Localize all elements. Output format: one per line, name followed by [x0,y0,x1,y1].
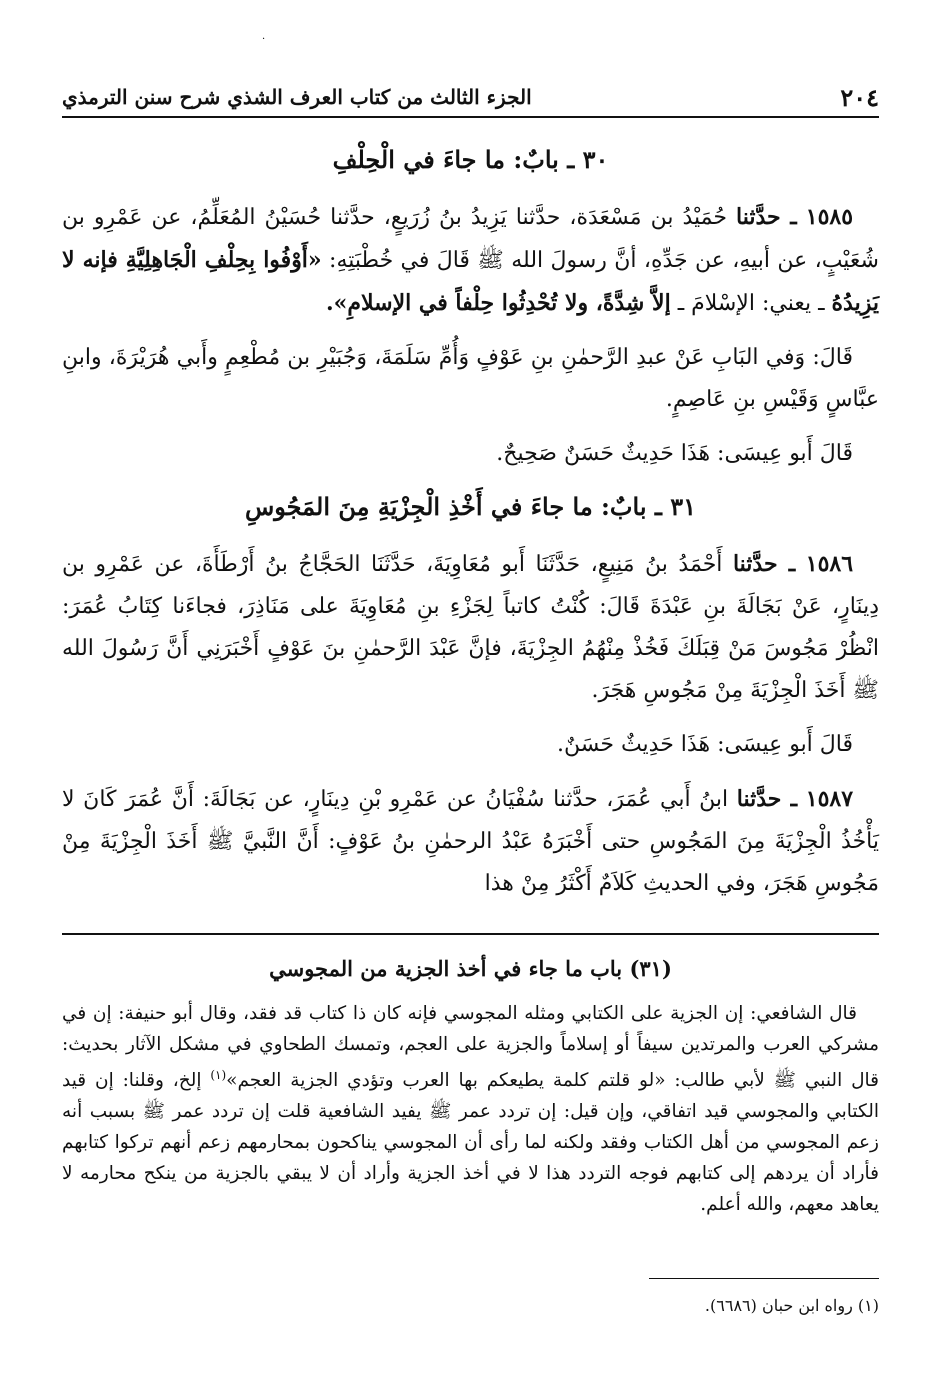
scan-speck: · [262,34,266,45]
hadith-number: ١٥٨٦ [805,551,854,577]
chapter-30-note: قَالَ: وَفي البَابِ عَنْ عبدِ الرَّحمٰنِ بنِ عَوْفٍ وَأُمِّ سَلَمَةَ، وَجُبَيْرِ بن مُطْعِمٍ وأَبي هُرَيْرَةَ، وابنِ عبَّاسٍ وَقَيْسِ بنِ عَاصِمٍ. [62,345,879,412]
hadith-number: ١٥٨٧ [805,786,854,812]
chapter-title-30: ٣٠ ـ بابٌ: ما جاءَ في الْحِلْفِ [332,145,609,174]
hadith-gloss: ـ يعني: الإسْلامَ ـ [677,291,825,316]
narrator-lead: حدَّثنا [735,204,781,230]
commentary-section [62,950,879,1220]
chapter-title-31: ٣١ ـ بابٌ: ما جاءَ في أَخْذِ الْجِزْيَةِ مِنَ المَجُوسِ [244,492,697,521]
hadith-text: حُمَيْدُ بن مَسْعَدَة، حدَّثنا يَزِيدُ بنُ زُرَيعٍ، حدَّثنا حُسَيْنُ المُعَلِّمُ، عن عَمْرِو بن شُعَيْبٍ، عن أبيهِ، عن جَدِّهِ، أنَّ رسولَ الله ﷺ قَالَ في خُطْبَتِهِ: [62,205,879,273]
hadith-1586: ١٥٨٦ ـ حدَّثنا أَحْمَدُ بنُ مَنِيعٍ، حَدَّثَنَا أَبو مُعَاوِيَةَ، حَدَّثَنَا الحَجَّاجُ بنُ أَرْطَأَةَ، عن عَمْرِو بن دِينَارٍ، عَنْ بَجَالَةَ بنِ عَبْدَةَ قَالَ: كُنْتُ كاتباً لِجَزْءِ بنِ مُعَاوِيَةَ على مَنَاذِرَ، فجاءَنا كِتَابُ عُمَرَ: انْظُرْ مَجُوسَ مَنْ قِبَلَكَ فَخُذْ مِنْهُمُ الجِزْيَةَ، فإنَّ عَبْدَ الرَّحمٰنِ بنَ عَوْفٍ أَخْبَرَنِي أَنَّ رَسُولَ الله ﷺ أَخَذَ الْجِزْيَةَ مِنْ مَجُوسِ هَجَرَ. [62,551,879,703]
hadith-text: أَحْمَدُ بنُ مَنِيعٍ، حَدَّثَنَا أَبو مُعَاوِيَةَ، حَدَّثَنَا الحَجَّاجُ بنُ أَرْطَأَةَ، عن عَمْرِو بن دِينَارٍ، عَنْ بَجَالَةَ بنِ عَبْدَةَ قَالَ: كُنْتُ كاتباً لِجَزْءِ بنِ مُعَاوِيَةَ على مَنَاذِرَ، فجاءَنا كِتَابُ عُمَرَ: انْظُرْ مَجُوسَ مَنْ قِبَلَكَ فَخُذْ مِنْهُمُ الجِزْيَةَ، فإنَّ عَبْدَ الرَّحمٰنِ بنَ عَوْفٍ أَخْبَرَنِي أَنَّ رَسُولَ الله ﷺ أَخَذَ الْجِزْيَةَ مِنْ مَجُوسِ هَجَرَ. [62,552,879,703]
main-text [62,140,879,917]
hadith-quote-end: إلاَّ شِدَّةً، ولا تُحْدِثُوا حِلْفاً في الإسلامِ». [326,290,671,316]
page-number: ٢٠٤ [840,82,879,112]
commentary-title: (٣١) باب ما جاء في أخذ الجزية من المجوسي [269,956,672,981]
hadith-number: ١٥٨٥ [805,204,854,230]
book-title: الجزء الثالث من كتاب العرف الشذي شرح سنن الترمذي [62,85,532,109]
chapter-31-grading: قَالَ أَبو عِيسَى: هَذَا حَدِيثٌ حَسَنٌ. [556,732,853,757]
chapter-30-grading: قَالَ أَبو عِيسَى: هَذَا حَدِيثٌ حَسَنٌ صَحِيحٌ. [496,441,853,466]
narrator-lead: حدَّثنا [736,786,782,812]
hadith-quote: «أَوْفُوا بِحِلْفِ الْجَاهِلِيَّةِ فإنه لا يَزِيدُهُ [62,247,879,316]
commentary-text-part1: قال الشافعي: إن الجزية على الكتابي ومثله المجوسي فإنه كان ذا كتاب قد فقد، وقال أبو حنيفة: إن في مشركي العرب والمرتدين سيفاً أو إسلاماً والجزية على العجم، وتمسك الطحاوي في مشكل الآثار بحديث: قال النبي ﷺ لأبي طالب: «لو قلتم كلمة يطيعكم بها العرب وتؤدي الجزية العجم» [62,1003,879,1092]
commentary-text [62,998,879,1220]
footnote-rule [649,1278,879,1279]
narrator-lead: حدَّثنا [732,551,778,577]
footnote-ref[interactable]: (١) [210,1068,227,1082]
footnote: (١) رواه ابن حبان (٦٦٨٦). [704,1296,879,1315]
commentary-text-part2: إلخ، وقلنا: إن قيد الكتابي والمجوسي قيد اتفاقي، وإن قيل: إن تردد عمر ﷺ يفيد الشافعية قلت إن تردد عمر ﷺ بسبب أنه زعم المجوسي من أهل الكتاب وفقد ولكنه لما رأى أن المجوسي يناكحون بمحارمهم زعم أنهم تركوا كتابهم فأراد أن يردهم إلى كتابهم فوجه التردد هذا لا في أخذ الجزية وأراد أن لا يبقي بالجزية من ينكح محارمه لا يعاهد معهم، والله أعلم. [62,1070,879,1216]
commentary-divider [62,933,879,935]
hadith-1587: ١٥٨٧ ـ حدَّثنا ابنُ أَبي عُمَرَ، حدَّثنا سُفْيَانُ عن عَمْرِو بْنِ دِينَارٍ، عن بَجَالَةَ: أَنَّ عُمَرَ كَانَ لا يَأْخُذُ الْجِزْيَةَ مِنَ المَجُوسِ حتى أَخْبَرَهُ عَبْدُ الرحمٰنِ بنُ عَوْفٍ: أَنَّ النَّبيَّ ﷺ أَخَذَ الْجِزْيَةَ مِنْ مَجُوسِ هَجَرَ، وفي الحديثِ كَلاَمٌ أَكْثَرُ مِنْ هذا [62,786,879,896]
hadith-text: ابنُ أَبي عُمَرَ، حدَّثنا سُفْيَانُ عن عَمْرِو بْنِ دِينَارٍ، عن بَجَالَةَ: أَنَّ عُمَرَ كَانَ لا يَأْخُذُ الْجِزْيَةَ مِنَ المَجُوسِ حتى أَخْبَرَهُ عَبْدُ الرحمٰنِ بنُ عَوْفٍ: أَنَّ النَّبيَّ ﷺ أَخَذَ الْجِزْيَةَ مِنْ مَجُوسِ هَجَرَ، وفي الحديثِ كَلاَمٌ أَكْثَرُ مِنْ هذا [62,787,879,896]
hadith-1585: ١٥٨٥ ـ حدَّثنا حُمَيْدُ بن مَسْعَدَة، حدَّثنا يَزِيدُ بنُ زُرَيعٍ، حدَّثنا حُسَيْنُ المُعَلِّمُ، عن عَمْرِو بن شُعَيْبٍ، عن أبيهِ، عن جَدِّهِ، أنَّ رسولَ الله ﷺ قَالَ في خُطْبَتِهِ: «أَوْفُوا بِحِلْفِ الْجَاهِلِيَّةِ فإنه لا يَزِيدُهُ ـ يعني: الإسْلامَ ـ إلاَّ شِدَّةً، ولا تُحْدِثُوا حِلْفاً في الإسلامِ». [62,204,879,316]
running-header [62,78,879,118]
